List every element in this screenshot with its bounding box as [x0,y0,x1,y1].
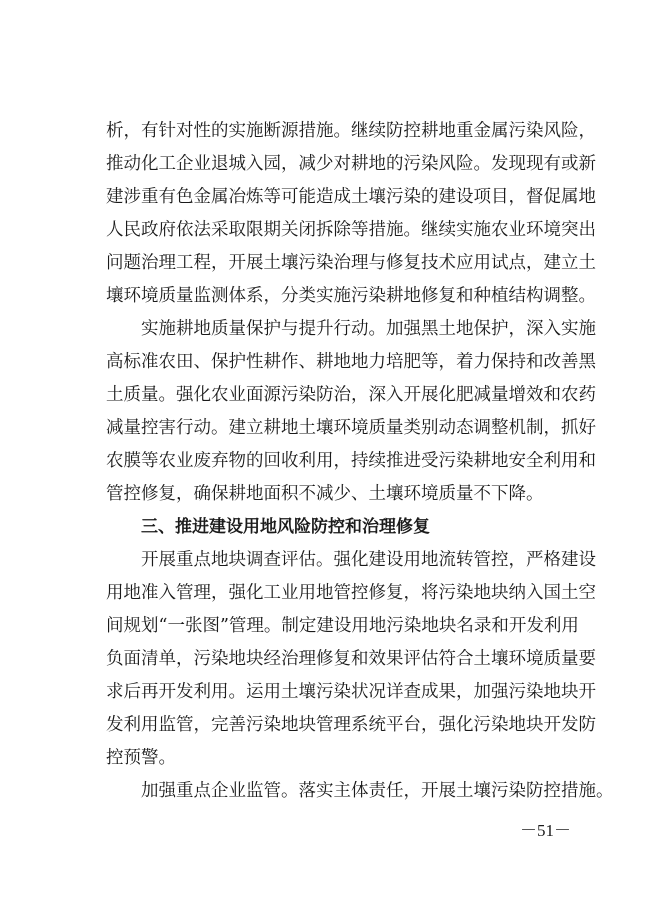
text-line: 减量控害行动。建立耕地土壤环境质量类别动态调整机制，抓好 [106,418,596,438]
text-line: 控预警。 [106,748,176,768]
text-line: 壤环境质量监测体系，分类实施污染耕地修复和种植结构调整。 [106,286,596,306]
text-line: 管控修复，确保耕地面积不减少、土壤环境质量不下降。 [106,484,544,504]
text-line: 求后再开发利用。运用土壤污染状况详查成果，加强污染地块开 [106,682,596,702]
text-line: 推动化工企业退城入园，减少对耕地的污染风险。发现现有或新 [106,154,596,174]
text-line: 负面清单，污染地块经治理修复和效果评估符合土壤环境质量要 [106,649,596,669]
text-line: 析，有针对性的实施断源措施。继续防控耕地重金属污染风险， [106,121,596,141]
text-line: 农膜等农业废弃物的回收利用，持续推进受污染耕地安全利用和 [106,451,596,471]
page-number: －51－ [520,821,571,840]
text-line: 发利用监管，完善污染地块管理系统平台，强化污染地块开发防 [106,715,596,735]
text-line: 建涉重有色金属冶炼等可能造成土壤污染的建设项目，督促属地 [106,187,596,207]
text-line: 间规划“一张图”管理。制定建设用地污染地块名录和开发利用 [106,616,579,636]
text-line: 用地准入管理，强化工业用地管控修复，将污染地块纳入国土空 [106,583,596,603]
paragraph-first-line: 加强重点企业监管。落实主体责任，开展土壤污染防控措施。 [141,781,614,801]
text-line: 人民政府依法采取限期关闭拆除等措施。继续实施农业环境突出 [106,220,596,240]
paragraph-first-line: 实施耕地质量保护与提升行动。加强黑土地保护，深入实施 [141,319,596,339]
section-heading: 三、推进建设用地风险防控和治理修复 [141,517,430,537]
text-line: 问题治理工程，开展土壤污染治理与修复技术应用试点，建立土 [106,253,596,273]
text-line: 土质量。强化农业面源污染防治，深入开展化肥减量增效和农药 [106,385,596,405]
text-line: 高标准农田、保护性耕作、耕地地力培肥等，着力保持和改善黑 [106,352,596,372]
paragraph-first-line: 开展重点地块调查评估。强化建设用地流转管控，严格建设 [141,550,596,570]
